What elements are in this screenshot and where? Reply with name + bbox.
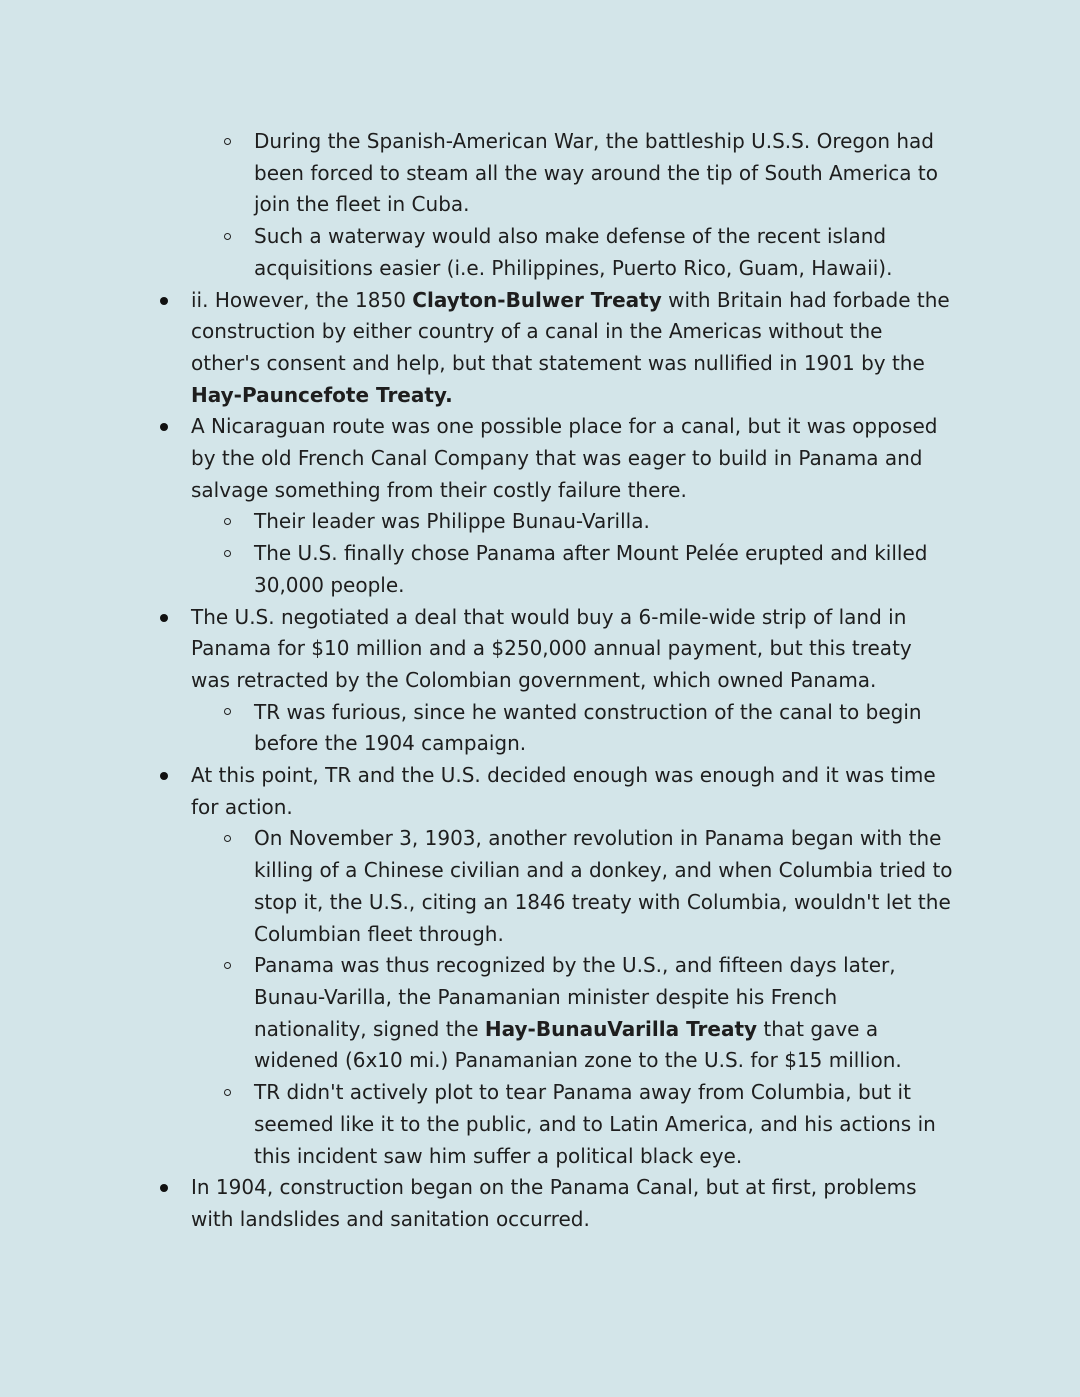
clayton-bulwer-treaty: Clayton-Bulwer Treaty [412, 287, 662, 312]
hay-bunauvarilla-treaty: Hay-BunauVarilla Treaty [484, 1016, 758, 1041]
sublist [0, 823, 1080, 1172]
bullet-time-for-action [0, 760, 1080, 1172]
list-item: TR didn't actively plot to tear Panama away from Columbia, but it seemed like it to the public, and to Latin America, and his actions in this incident saw him suffer a political black eye. [0, 1077, 1080, 1172]
bullet-text: The U.S. negotiated a deal that would buy a 6-mile-wide strip of land in Panama for $10 million and a $250,000 annual payment, but this treaty was retracted by the Colombian government, which owned Panama. [191, 604, 912, 692]
bullet-text: ii. However, the 1850 [191, 287, 413, 312]
bullet-text: with Britain had forbade the construction by either country of a canal in the Americas without the other's consent and help, but that statement was nullified in 1901 by the [191, 287, 950, 375]
list-item: Such a waterway would also make defense of the recent island acquisitions easier (i.e. Philippines, Puerto Rico, Guam, Hawaii). [0, 221, 1080, 284]
list-item-text: that gave a widened (6x10 mi.) Panamanian zone to the U.S. for $15 million. [254, 1016, 902, 1073]
list-item: TR was furious, since he wanted construction of the canal to begin before the 1904 campaign. [0, 697, 1080, 760]
main-bullet-list [0, 285, 1080, 1236]
hay-pauncefote-treaty: Hay-Pauncefote Treaty. [191, 382, 453, 407]
document-page [0, 126, 1080, 1236]
list-item: The U.S. finally chose Panama after Mount Pelée erupted and killed 30,000 people. [0, 538, 1080, 601]
bullet-text: At this point, TR and the U.S. decided enough was enough and it was time for action. [191, 763, 936, 819]
bullet-text: In 1904, construction began on the Panama Canal, but at first, problems with landslides and sanitation occurred. [191, 1175, 917, 1231]
list-item-text: Panama was thus recognized by the U.S., and fifteen days later, Bunau-Varilla, the Panamanian minister despite his French nationality, signed the [254, 953, 896, 1041]
bullet-text: A Nicaraguan route was one possible place for a canal, but it was opposed by the old French Canal Company that was eager to build in Panama and salvage something from their costly failure there. [191, 414, 938, 502]
sublist [0, 697, 1080, 760]
list-item: On November 3, 1903, another revolution in Panama began with the killing of a Chinese civilian and a donkey, and when Columbia tried to stop it, the U.S., citing an 1846 treaty with Columbia, wouldn't let the Columbian fleet through. [0, 823, 1080, 950]
bullet-nicaraguan-route [0, 411, 1080, 601]
list-item: Their leader was Philippe Bunau-Varilla. [0, 506, 1080, 538]
intro-sublist [0, 126, 1080, 285]
sublist [0, 506, 1080, 601]
list-item: During the Spanish-American War, the battleship U.S.S. Oregon had been forced to steam all the way around the tip of South America to join the fleet in Cuba. [0, 126, 1080, 221]
bullet-construction-began [0, 1172, 1080, 1235]
list-item [0, 950, 1080, 1077]
bullet-negotiated-deal [0, 602, 1080, 761]
bullet-clayton-bulwer [0, 285, 1080, 412]
